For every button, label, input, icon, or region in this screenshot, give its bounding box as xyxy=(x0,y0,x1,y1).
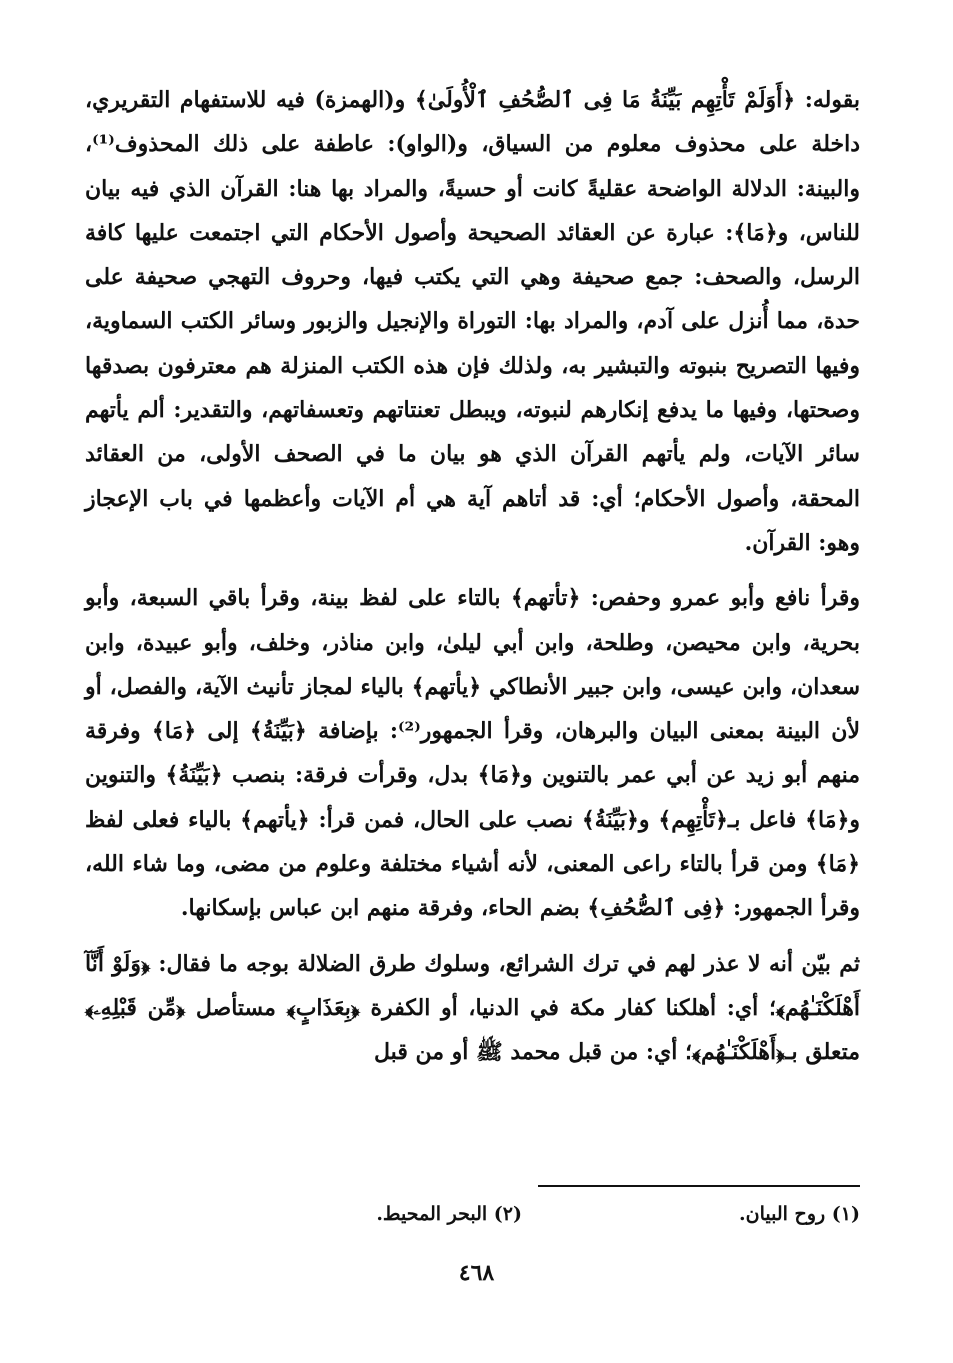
page-body xyxy=(85,78,860,1075)
footnote-2: (٢) البحر المحيط. xyxy=(376,1203,522,1225)
paragraph-3: ثم بيّن أنه لا عذر لهم في ترك الشرائع، وسلوك طرق الضلالة بوجه ما فقال: ﴿وَلَوْ أَنَّآ أَهْلَكْنَـٰهُم﴾؛ أي: أهلكنا كفار مكة في الدنيا، أو الكفرة ﴿بِعَذَابٍ﴾ مستأصل ﴿مِّن قَبْلِهِۦ﴾ متعلق بـ﴿أَهْلَكْنَـٰهُم﴾؛ أي: من قبل محمد ﷺ أو من قبل xyxy=(85,950,860,1066)
paragraph-1: بقوله: ﴿أَوَلَمْ تَأْتِهِم بَيِّنَةُ مَا فِى ٱلصُّحُفِ ٱلْأُولَىٰ﴾ و(الهمزة) فيه للاستفهام التقريري، داخلة على محذوف معلوم من السياق، و(الواو): عاطفة على ذلك المحذوف⁽¹⁾، والبينة: الدلالة الواضحة عقليةً كانت أو حسيةً، والمراد بها هنا: القرآن الذي فيه بيان للناس، و﴿مَا﴾: عبارة عن العقائد الصحيحة وأصول الأحكام التي اجتمعت عليها كافة الرسل، والصحف: جمع صحيفة وهي التي يكتب فيها، وحروف التهجي صحيفة على حدة، مما أُنزل على آدم، والمراد بها: التوراة والإنجيل والزبور وسائر الكتب السماوية، وفيها التصريح بنبوته والتبشير به، ولذلك فإن هذه الكتب المنزلة هم معترفون بصدقها وصحتها، وفيها ما يدفع إنكارهم لنبوته، ويبطل تعنتاتهم وتعسفاتهم، والتقدير: ألم يأتهم سائر الآيات، ولم يأتهم القرآن الذي هو بيان ما في الصحف الأولى، من العقائد المحقة، وأصول الأحكام؛ أي: قد أتاهم آية هي أم الآيات وأعظمها في باب الإعجاز وهو: القرآن. xyxy=(85,87,860,556)
footnote-1: (١) روح البيان. xyxy=(739,1203,860,1225)
page-number: ٤٦٨ xyxy=(458,1260,495,1286)
footnote-separator xyxy=(538,1185,860,1187)
paragraph-2: وقرأ نافع وأبو عمرو وحفص: ﴿تأتهم﴾ بالتاء على لفظ بينة، وقرأ باقي السبعة، وأبو بحرية، وابن محيصن، وطلحة، وابن أبي ليلىٰ، وابن مناذر، وخلف، وأبو عبيدة، وابن سعدان، وابن عيسى، وابن جبير الأنطاكي ﴿يأتهم﴾ بالياء لمجاز تأنيث الآية، والفصل، أو لأن البينة بمعنى البيان والبرهان، وقرأ الجمهور⁽²⁾: بإضافة ﴿بَيِّنَةُ﴾ إلى ﴿مَا﴾ وفرقة منهم أبو زيد عن أبي عمر بالتنوين و﴿مَا﴾ بدل، وقرأت فرقة: بنصب ﴿بَيِّنَةُ﴾ والتنوين و﴿مَا﴾ فاعل بـ﴿تَأْتِهِم﴾ و﴿بَيِّنَةُ﴾ نصب على الحال، فمن قرأ: ﴿يأتهم﴾ بالياء فعلى لفظ ﴿مَا﴾ ومن قرأ بالتاء راعى المعنى، لأنه أشياء مختلفة وعلوم من مضى، وما شاء الله، وقرأ الجمهور: ﴿فِى ٱلصُّحُفِ﴾ بضم الحاء، وفرقة منهم ابن عباس بإسكانها. xyxy=(85,585,861,922)
